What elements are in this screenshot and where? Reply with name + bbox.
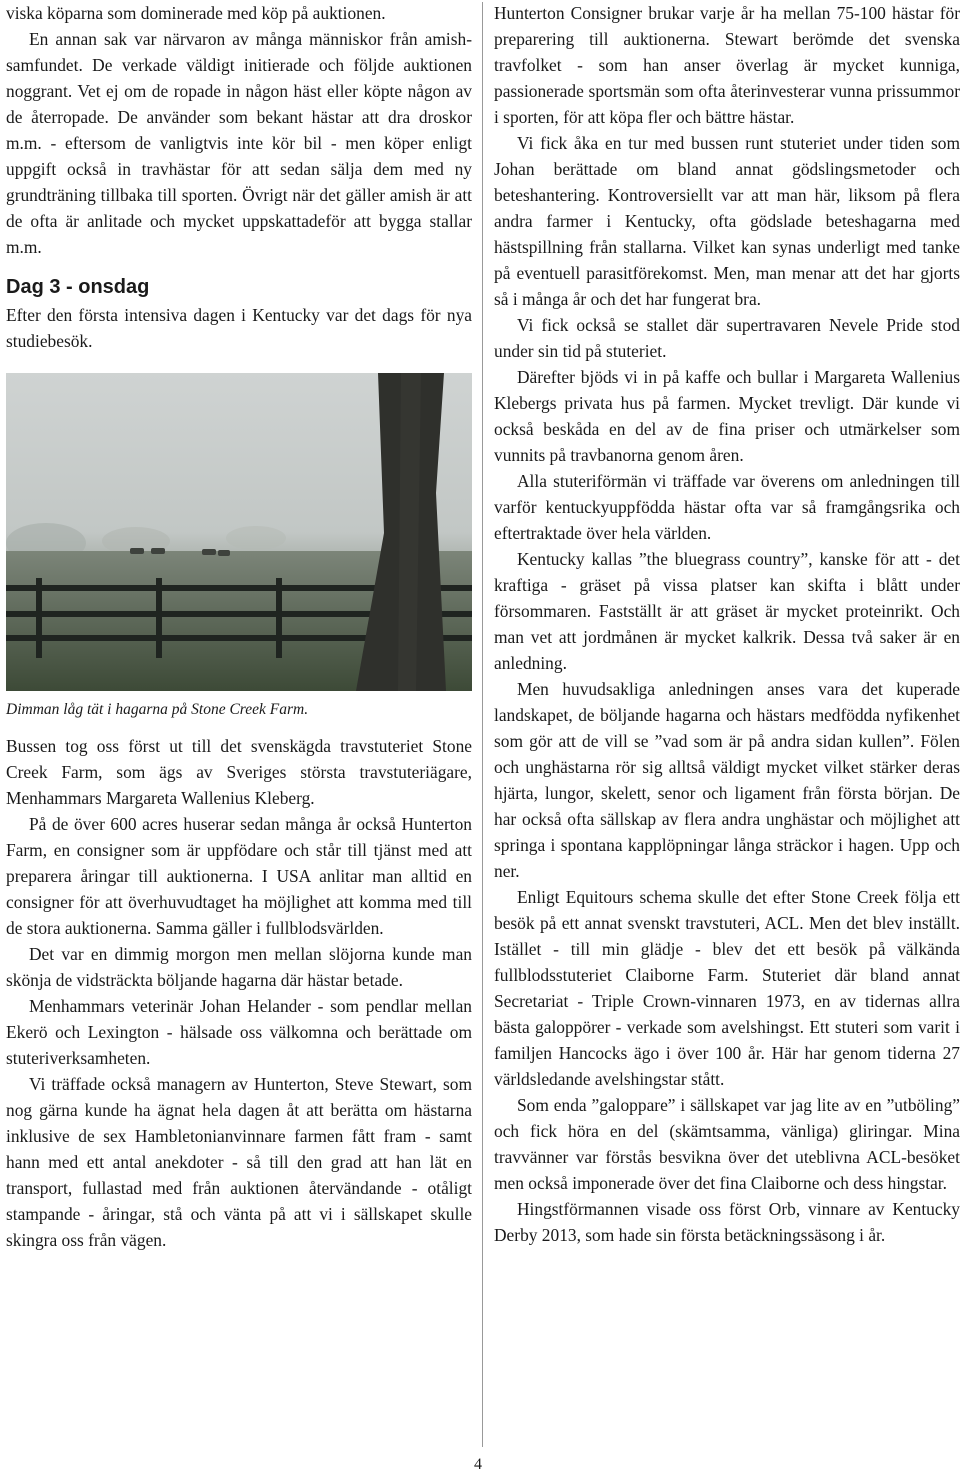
body-paragraph: viska köparna som dominerade med köp på auktionen. [6, 3, 386, 23]
body-paragraph: Menhammars veterinär Johan Helander - som pendlar mellan Ekerö och Lexington - hälsade oss välkomna och berättade om stuteriverksamheten. [6, 996, 472, 1068]
right-column [494, 0, 960, 1248]
section-heading: Dag 3 - onsdag [6, 276, 150, 298]
body-paragraph: Alla stuteriförmän vi träffade var överens om anledningen till varför kentuckyuppfödda hästar ofta var så framgångsrika och eftertraktade över hela världen. [494, 471, 960, 543]
left-column [6, 0, 472, 1253]
column-divider [482, 2, 483, 1447]
body-paragraph: Vi fick åka en tur med bussen runt stuteriet under tiden som Johan berättade om bland annat gödslingsmetoder och beteshantering. Kontroversiellt var att man här, liksom på flera andra farmer i Kentucky, ofta gödslade beteshagarna med hästspillning från stallarna. Vilket kan synas underligt med tanke på eventuell parasitförekomst. Men, man menar att det har gjorts så i många år och det har fungerat bra. [494, 133, 960, 309]
foggy-pasture-photo [6, 373, 472, 691]
body-paragraph: Det var en dimmig morgon men mellan slöjorna kunde man skönja de vidsträckta böljande hagarna där hästar betade. [6, 944, 472, 990]
body-paragraph: Vi träffade också managern av Hunterton, Steve Stewart, som nog gärna kunde ha ägnat hela dagen åt att berätta om hästarna inklusive de sex Hambletonianvinnare farmen fått fram - samt hann med ett antal anekdoter - så till den grad att han lät en transport, fullastad med från auktionen återvändande - otåligt stampande - åringar, stå och vänta på att vi i sällskapet skulle skingra oss från vägen. [6, 1074, 472, 1250]
body-paragraph: En annan sak var närvaron av många människor från amish-samfundet. De verkade väldigt initierade och följde auktionen noggrant. Vet ej om de ropade in någon häst eller köpte någon av de återropade. De använder som bekant hästar att dra droskor m.m. - eftersom de vanligtvis inte kör bil - men köper enligt uppgift också in travhästar för att sedan sälja dem med ny grundträning tillbaka till sporten. Övrigt när det gäller amish är att de ofta är anlitade och mycket uppskattadeför att bygga stallar m.m. [6, 29, 472, 257]
body-paragraph: På de över 600 acres huserar sedan många år också Hunterton Farm, en consigner som är uppfödare och står till tjänst med att preparera åringar till auktionerna. I USA anlitar man alltid en consigner för att överhuvudtaget ha möjlighet att komma med till de stora auktionerna. Samma gäller i fullblodsvärlden. [6, 814, 472, 938]
photo-illustration [6, 373, 472, 691]
body-paragraph: Bussen tog oss först ut till det svenskägda travstuteriet Stone Creek Farm, som ägs av Sveriges största travstuteriägare, Menhammars Margareta Wallenius Kleberg. [6, 736, 472, 808]
body-paragraph: Men huvudsakliga anledningen anses vara det kuperade landskapet, de böljande hagarna och hästars medfödda nyfikenhet som gör att de vill se ”vad som är på andra sidan kullen”. Fölen och unghästarna rör sig alltså väldigt mycket vilket stärker deras hjärta, lungor, skelett, senor och ligament från första början. De har också ofta sällskap av flera andra unghästar och möjlighet att springa i spontana kapplöpningar långa sträckor i hagen. Upp och ner. [494, 679, 960, 881]
body-paragraph: Vi fick också se stallet där supertravaren Nevele Pride stod under sin tid på stuteriet. [494, 315, 960, 361]
body-paragraph: Hingstförmannen visade oss först Orb, vinnare av Kentucky Derby 2013, som hade sin första betäckningssäsong i år. [494, 1199, 960, 1245]
page-number: 4 [474, 1456, 482, 1473]
photo-caption: Dimman låg tät i hagarna på Stone Creek Farm. [6, 701, 309, 718]
intro-paragraph: Efter den första intensiva dagen i Kentucky var det dags för nya studiebesök. [6, 305, 472, 351]
body-paragraph: Kentucky kallas ”the bluegrass country”, kanske för att - det kraftiga - gräset på vissa platser kan skifta i blått under försommaren. Fastställt är att gräset är mycket proteinrikt. Och man vet att jordmånen är mycket kalkrik. Dessa två saker är en anledning. [494, 549, 960, 673]
body-paragraph: Som enda ”galoppare” i sällskapet var jag lite av en ”utböling” och fick höra en del (skämtsamma, vänliga) gliringar. Mina travvänner var förstås besvikna över det uteblivna ACL-besöket men också imponerade över det fina Claiborne och dess hingstar. [494, 1095, 960, 1193]
body-paragraph: Därefter bjöds vi in på kaffe och bullar i Margareta Wallenius Klebergs privata hus på farmen. Mycket trevligt. Där kunde vi också beskåda en del av de fina priser och utmärkelser som vunnits på travbanorna genom åren. [494, 367, 960, 465]
body-paragraph: Enligt Equitours schema skulle det efter Stone Creek följa ett besök på ett annat svenskt travstuteri, ACL. Men det blev inställt. Istället - till min glädje - blev det ett besök på välkända fullblodsstuteriet Claiborne Farm. Stuteriet där bland annat Secretariat - Triple Crown-vinnaren 1973, en av tidernas allra bästa galoppörer - verkade som avelshingst. Ett stuteri som varit i familjen Hancocks ägo i över 100 år. Här har genom tiderna 27 världsledande avelshingstar stått. [494, 887, 960, 1089]
body-paragraph: Hunterton Consigner brukar varje år ha mellan 75-100 hästar för preparering till auktionerna. Stewart berömde det svenska travfolket - som han anser överlag är mycket kunniga, passionerade sportsmän som ofta återinvesterar vunna prissummor i sporten, för att köpa fler och bättre hästar. [494, 3, 960, 127]
